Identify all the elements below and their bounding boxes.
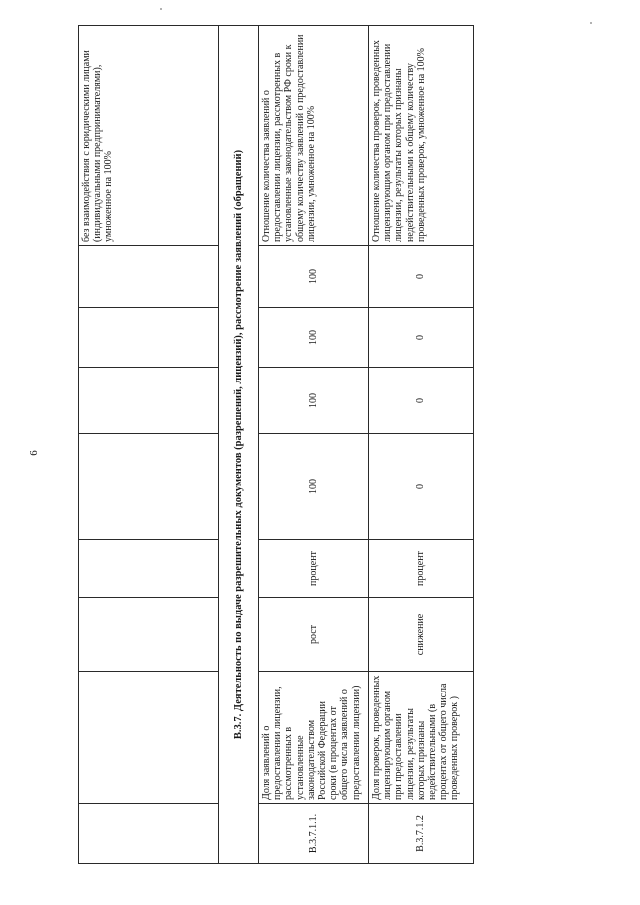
row-name: Доля заявлений о предоставлении лицензии, рассмотренных в установленные законодательством Российской Федерации сроки (в процентах от общего числа заявлений о предоставлении лицензии)	[259, 672, 369, 804]
row-value-3: 100	[259, 308, 369, 368]
section-row	[219, 26, 259, 864]
row-name: Доля проверок, проведенных лицензирующим органом при предоставлении лицензии, результаты которых признаны недействительными (в процентах от общего числа проведенных проверок )	[369, 672, 474, 804]
top-continuation-row	[79, 26, 219, 864]
row-value-4: 100	[259, 246, 369, 308]
row-value-1: 100	[259, 434, 369, 540]
top-cell-v2	[79, 368, 219, 434]
top-cell-method: без взаимодействия с юридическими лицами (индивидуальными предпринимателями), умноженное на 100%	[79, 26, 219, 246]
row-code: В.3.7.1.2	[369, 804, 474, 864]
top-cell-unit	[79, 540, 219, 598]
row-value-4: 0	[369, 246, 474, 308]
row-trend: снижение	[369, 598, 474, 672]
section-title: В.3.7. Деятельность по выдаче разрешительных документов (разрешений, лицензий), рассмотрение заявлений (обращений)	[219, 26, 259, 864]
row-method: Отношение количества заявлений о предоставлении лицензии, рассмотренных в установленные законодательством РФ сроки к общему количеству заявлений о предоставлении лицензии, умноженное на 100%	[259, 26, 369, 246]
indicators-table	[78, 25, 474, 864]
rotated-table-wrapper	[78, 26, 473, 864]
scan-speck	[160, 8, 162, 10]
page-number: 6	[28, 450, 40, 456]
row-unit: процент	[259, 540, 369, 598]
top-cell-trend	[79, 598, 219, 672]
table-row	[259, 26, 369, 864]
row-value-2: 100	[259, 368, 369, 434]
top-cell-code	[79, 804, 219, 864]
table-row	[369, 26, 474, 864]
top-cell-name	[79, 672, 219, 804]
row-value-2: 0	[369, 368, 474, 434]
top-cell-v3	[79, 308, 219, 368]
scan-speck	[590, 22, 592, 24]
row-value-1: 0	[369, 434, 474, 540]
row-method: Отношение количества проверок, проведенных лицензирующим органом при предоставлении лицензии, результаты которых признаны недействительными к общему количеству проведенных проверок, умноженное на 100%	[369, 26, 474, 246]
top-cell-v1	[79, 434, 219, 540]
row-value-3: 0	[369, 308, 474, 368]
row-trend: рост	[259, 598, 369, 672]
top-cell-v4	[79, 246, 219, 308]
row-code: В.3.7.1.1.	[259, 804, 369, 864]
row-unit: процент	[369, 540, 474, 598]
